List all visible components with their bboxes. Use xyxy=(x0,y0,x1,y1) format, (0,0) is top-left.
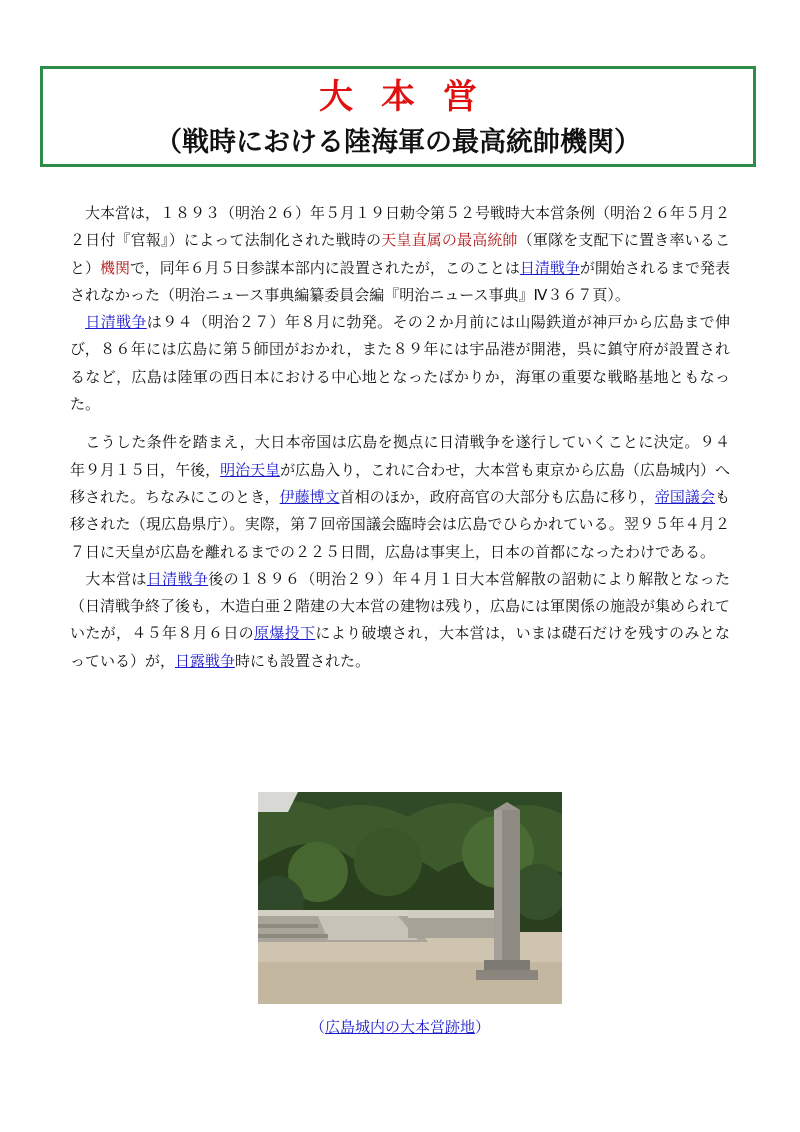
link-imperial-diet[interactable]: 帝国議会 xyxy=(654,487,715,506)
paragraph-text: （軍隊を支配下に置き率いること） xyxy=(70,231,730,277)
link-sino-japanese-war[interactable]: 日清戦争 xyxy=(146,569,209,588)
emphasis-text: 天皇直属の最高統帥 xyxy=(381,231,518,250)
link-ito-hirobumi[interactable]: 伊藤博文 xyxy=(279,487,340,506)
site-photo xyxy=(258,792,562,1004)
paragraph-text: が広島入り，これに合わせ，大本営も東京から広島（広島城内）へ移された。ちなみにこのとき， xyxy=(70,460,730,506)
photo-caption-link[interactable]: 広島城内の大本営跡地 xyxy=(324,1018,475,1036)
paragraph-text: で，同年６月５日参謀本部内に設置されたが，このことは xyxy=(130,258,520,277)
paragraph-text: 時にも設置された。 xyxy=(235,651,371,670)
paragraph-text: 後の１８９６（明治２９）年４月１日大本営解散の詔勅により解散となった（日清戦争終了後も，木造白亜２階建の大本営の建物は残り，広島には軍関係の施設が集められていたが，４５年８月６日の xyxy=(70,569,731,643)
title-box xyxy=(40,66,756,167)
paragraph-text: こうした条件を踏まえ，大日本帝国は広島を拠点に日清戦争を遂行していくことに決定。９４年９月１５日，午後， xyxy=(70,433,730,479)
paragraph-1 xyxy=(70,200,730,309)
paragraph-2 xyxy=(70,309,730,418)
link-russo-japanese-war[interactable]: 日露戦争 xyxy=(175,651,236,670)
link-sino-japanese-war[interactable]: 日清戦争 xyxy=(519,258,580,277)
paragraph-3 xyxy=(70,429,730,565)
page-title: 大本営 xyxy=(319,77,505,117)
link-sino-japanese-war[interactable]: 日清戦争 xyxy=(85,313,147,332)
caption-bracket: ） xyxy=(475,1018,491,1036)
link-atomic-bombing[interactable]: 原爆投下 xyxy=(254,624,316,643)
link-emperor-meiji[interactable]: 明治天皇 xyxy=(220,460,281,479)
paragraph-text: は９４（明治２７）年８月に勃発。その２か月前には山陽鉄道が神戸から広島まで伸び，８６年には広島に第５師団がおかれ，また８９年には宇品港が開港，呉に鎮守府が設置されるなど，広島は陸軍の西日本における中心地となったばかりか，海軍の重要な戦略基地ともなった。 xyxy=(70,313,730,414)
paragraph-text: により破壊され，大本営は，いまは礎石だけを残すのみとなっている）が， xyxy=(70,624,730,670)
caption-bracket: （ xyxy=(309,1018,325,1036)
article-body xyxy=(70,200,730,675)
page-subtitle: （戦時における陸海軍の最高統帥機関） xyxy=(155,127,641,158)
paragraph-text: が開始されるまで発表されなかった（明治ニュース事典編纂委員会編『明治ニュース事典』Ⅳ３６７頁）。 xyxy=(70,258,730,304)
paragraph-text: も移された（現広島県庁）。実際，第７回帝国議会臨時会は広島でひらかれている。翌９５年４月２７日に天皇が広島を離れるまでの２２５日間，広島は事実上，日本の首都になったわけである。 xyxy=(70,487,730,561)
emphasis-text: 機関 xyxy=(100,258,131,277)
paragraph-text: 首相のほか，政府高官の大部分も広島に移り， xyxy=(339,487,655,506)
paragraph-text: 大本営は xyxy=(85,569,147,588)
photo-caption xyxy=(0,1016,800,1037)
site-photo-image xyxy=(258,792,562,1004)
paragraph-text: 大本営は，１８９３（明治２６）年５月１９日勅令第５２号戦時大本営条例（明治２６年５月２２日付『官報』）によって法制化された戦時の xyxy=(70,204,731,250)
paragraph-4 xyxy=(70,566,730,675)
